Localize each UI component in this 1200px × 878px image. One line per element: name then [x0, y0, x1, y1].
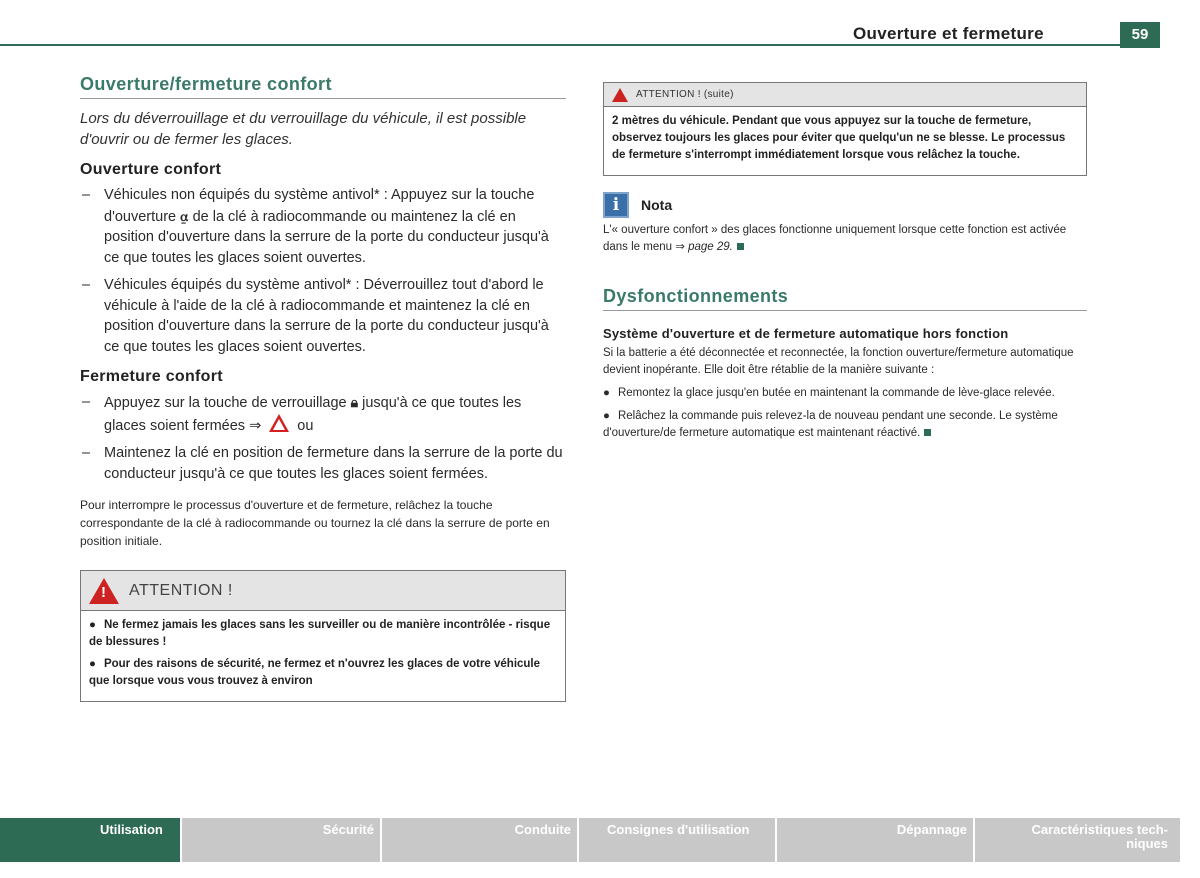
fermeture-list	[80, 392, 566, 484]
dysfonction-bullet: ● Relâchez la commande puis relevez-la de nouveau pendant une seconde. Le système d'ouverture/de fermeture automatique est maintenant réactivé.	[603, 410, 1058, 439]
list-item: – Véhicules équipés du système antivol* : Déverrouillez tout d'abord le véhicule à l'aide de la clé à radiocommande et maintenez la clé en position d'ouverture dans la serrure de la porte du conducteur jusqu'à ce que toutes les glaces soient ouvertes.	[80, 275, 566, 357]
warning-bullet: ● Pour des raisons de sécurité, ne fermez et n'ouvrez les glaces de votre véhicule que lorsque vous vous trouvez à environ	[89, 658, 541, 687]
subtitle-auto-off: Système d'ouverture et de fermeture automatique hors fonction	[603, 326, 1009, 341]
nota-header	[603, 192, 1087, 218]
warning-triangle-icon	[612, 88, 628, 102]
tab-utilisation[interactable]: Utilisation	[0, 818, 182, 862]
page-number-badge: 59	[1120, 22, 1160, 48]
warning-box	[80, 570, 566, 702]
left-column	[80, 74, 566, 702]
bullet-icon: ●	[89, 658, 96, 670]
warning-text: 2 mètres du véhicule. Pendant que vous appuyez sur la touche de fermeture, observez toujours les glaces pour éviter que quelqu'un ne se blesse. Le processus de fermeture s'interrompt immédiatement lorsque vous relâchez la touche.	[612, 115, 1066, 161]
info-icon: i	[603, 192, 629, 218]
tab-conduite[interactable]: Conduite	[382, 818, 579, 862]
warning-label: ATTENTION ! (suite)	[636, 89, 734, 100]
bullet-icon: ●	[89, 619, 96, 631]
warning-triangle-icon	[89, 578, 119, 604]
end-mark-icon	[924, 429, 931, 436]
nota-label: Nota	[641, 197, 673, 213]
page-header-title: Ouverture et fermeture	[853, 24, 1044, 43]
intro-text: Lors du déverrouillage et du verrouillage du véhicule, il est possible d'ouvrir ou de fermer les glaces.	[80, 110, 527, 148]
tab-depannage[interactable]: Dépannage	[777, 818, 975, 862]
warning-header	[604, 83, 1086, 107]
tab-caracteristiques[interactable]: Caractéristiques tech- niques	[975, 818, 1180, 862]
warning-continued-box	[603, 82, 1087, 176]
dysfonction-paragraph: Si la batterie a été déconnectée et reconnectée, la fonction ouverture/fermeture automatique devient inopérante. Elle doit être rétablie de la manière suivante :	[603, 347, 1074, 376]
tab-consignes[interactable]: Consignes d'utilisation	[579, 818, 777, 862]
list-item: – Appuyez sur la touche de verrouillage 🔒︎ jusqu'à ce que toutes les glaces soient fermées ⇒ ou	[80, 392, 566, 436]
warning-label: ATTENTION !	[129, 581, 233, 599]
list-item: – Maintenez la clé en position de fermeture dans la serrure de la porte du conducteur jusqu'à ce que toutes les glaces soient fermées.	[80, 443, 566, 484]
warning-body	[604, 107, 1086, 175]
nota-text: L'« ouverture confort » des glaces fonctionne uniquement lorsque cette fonction est activée dans le menu ⇒ page 29.	[603, 224, 1067, 253]
bullet-icon: ●	[603, 410, 610, 422]
subtitle-ouverture: Ouverture confort	[80, 161, 222, 178]
header-rule	[0, 44, 1120, 46]
bullet-icon: ●	[603, 387, 610, 399]
unlock-key-icon: ⍶	[180, 207, 189, 224]
end-mark-icon	[737, 243, 744, 250]
section-title-confort: Ouverture/fermeture confort	[80, 74, 566, 99]
dysfonction-bullet: ● Remontez la glace jusqu'en butée en maintenant la commande de lève-glace relevée.	[603, 387, 1055, 399]
list-item: – Véhicules non équipés du système antivol* : Appuyez sur la touche d'ouverture ⍶ de la clé à radiocommande ou maintenez la clé en position d'ouverture dans la serrure de la porte du conducteur jusqu'à ce que toutes les glaces soient ouvertes.	[80, 185, 566, 268]
warning-triangle-icon[interactable]	[269, 414, 289, 432]
right-column	[603, 82, 1087, 442]
section-title-dysfonctionnements: Dysfonctionnements	[603, 286, 1087, 311]
warning-bullet: ● Ne fermez jamais les glaces sans les surveiller ou de manière incontrôlée - risque de blessures !	[89, 619, 551, 648]
page-link[interactable]: page 29.	[688, 241, 733, 253]
warning-header	[81, 571, 565, 611]
tab-securite[interactable]: Sécurité	[182, 818, 382, 862]
chapter-nav	[0, 818, 1180, 862]
lock-key-icon: 🔒︎	[350, 394, 359, 410]
ouverture-list	[80, 185, 566, 357]
subtitle-fermeture: Fermeture confort	[80, 368, 223, 385]
interrupt-paragraph: Pour interrompre le processus d'ouverture et de fermeture, relâchez la touche correspondante de la clé à radiocommande ou tournez la clé dans la serrure de porte en position initiale.	[80, 498, 550, 548]
warning-body	[81, 611, 565, 701]
